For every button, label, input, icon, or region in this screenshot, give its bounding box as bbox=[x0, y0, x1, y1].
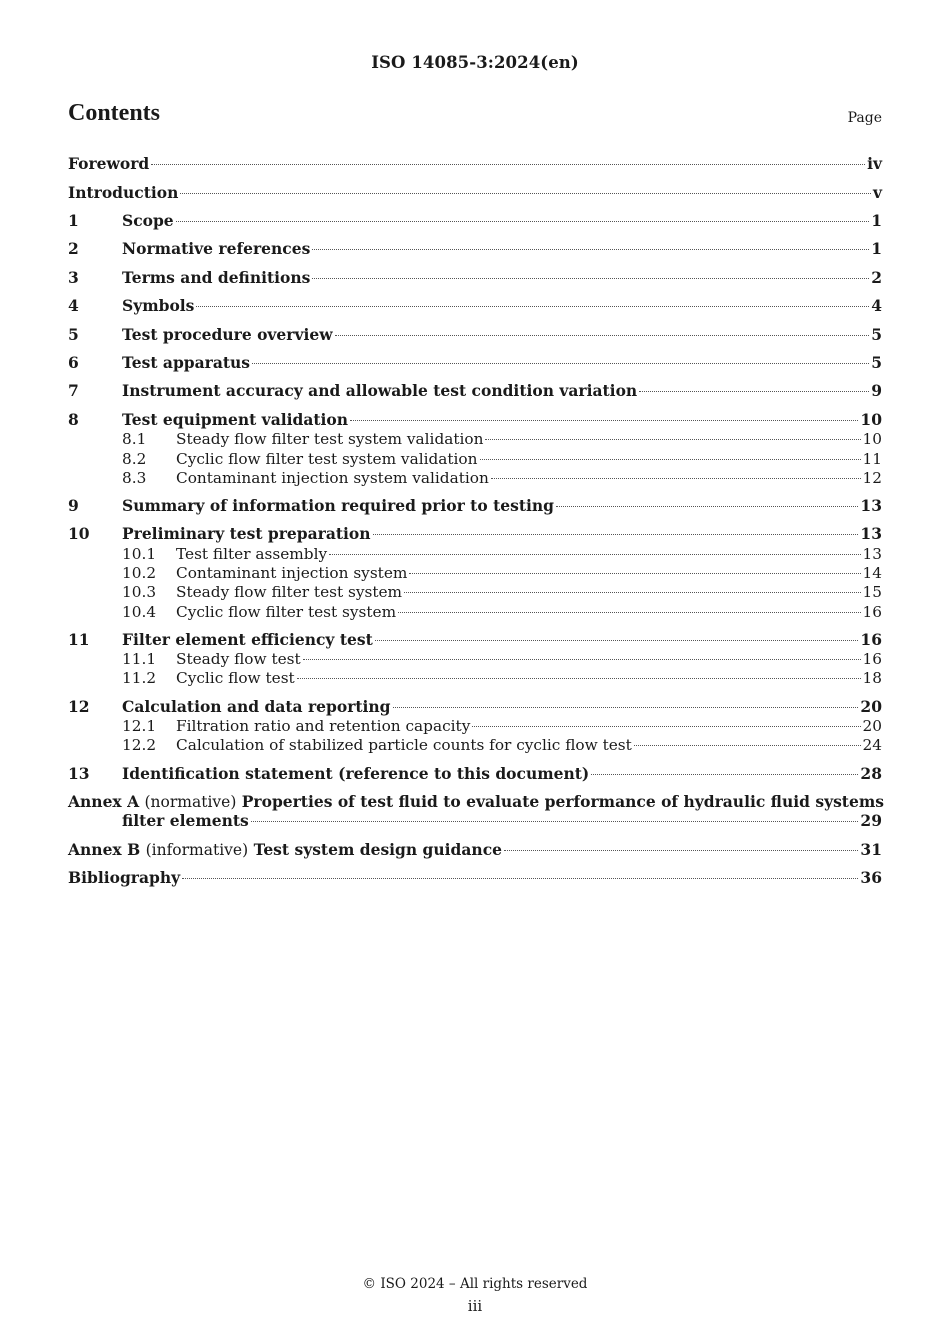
dot-leader bbox=[297, 678, 861, 679]
dot-leader bbox=[176, 221, 870, 222]
dot-leader bbox=[196, 306, 869, 307]
dot-leader bbox=[393, 707, 859, 708]
toc-entry-subclause-10-1[interactable] bbox=[68, 544, 882, 564]
toc-entry-title: Foreword bbox=[68, 154, 150, 173]
toc-entry-annex-b[interactable] bbox=[68, 840, 882, 860]
annex-label: Annex B bbox=[68, 840, 141, 859]
toc-entry-title: Test system design guidance bbox=[253, 840, 503, 859]
dot-leader bbox=[485, 439, 860, 440]
dot-leader bbox=[350, 420, 858, 421]
dot-leader bbox=[375, 640, 859, 641]
toc-entry-number: 13 bbox=[68, 764, 90, 783]
dot-leader bbox=[335, 335, 870, 336]
toc-entry-page: 16 bbox=[862, 650, 882, 668]
toc-entry-page: 20 bbox=[860, 697, 882, 716]
dot-leader bbox=[180, 193, 871, 194]
toc-entry-page: 9 bbox=[871, 381, 882, 400]
toc-entry-introduction[interactable] bbox=[68, 183, 882, 203]
toc-entry-number: 10.2 bbox=[122, 564, 157, 582]
toc-entry-page: 14 bbox=[862, 564, 882, 582]
toc-entry-page: 13 bbox=[860, 496, 882, 515]
annex-type: (normative) bbox=[144, 793, 237, 811]
toc-entry-page: 13 bbox=[860, 524, 882, 543]
toc-entry-clause-1[interactable] bbox=[68, 211, 882, 231]
toc-entry-clause-10[interactable] bbox=[68, 524, 882, 544]
toc-entry-page: 36 bbox=[860, 868, 882, 887]
toc-entry-number: 8.2 bbox=[122, 450, 147, 468]
toc-entry-page: 13 bbox=[862, 545, 882, 563]
toc-entry-clause-3[interactable] bbox=[68, 268, 882, 288]
toc-entry-title-group bbox=[68, 840, 502, 860]
toc-entry-subclause-8-1[interactable] bbox=[68, 429, 882, 449]
toc-entry-clause-2[interactable] bbox=[68, 239, 882, 259]
dot-leader bbox=[472, 726, 860, 727]
toc-entry-number: 10.1 bbox=[122, 545, 157, 563]
toc-entry-title: Steady flow test bbox=[176, 650, 301, 668]
dot-leader bbox=[480, 459, 861, 460]
copyright-footer: © ISO 2024 – All rights reserved bbox=[362, 1276, 588, 1292]
toc-entry-subclause-10-4[interactable] bbox=[68, 602, 882, 622]
toc-entry-page: 24 bbox=[862, 736, 882, 754]
toc-entry-clause-6[interactable] bbox=[68, 353, 882, 373]
toc-entry-annex-a[interactable] bbox=[68, 792, 884, 812]
toc-entry-page: 12 bbox=[862, 469, 882, 487]
toc-entry-title: Calculation of stabilized particle counts for cyclic flow test bbox=[176, 736, 632, 754]
dot-leader bbox=[556, 506, 858, 507]
toc-entry-title: Bibliography bbox=[68, 868, 181, 887]
toc-entry-title: Contaminant injection system bbox=[176, 564, 408, 582]
toc-entry-title: Calculation and data reporting bbox=[122, 697, 391, 716]
toc-entry-page: 5 bbox=[871, 353, 882, 372]
toc-entry-title: Test filter assembly bbox=[176, 545, 328, 563]
dot-leader bbox=[639, 391, 869, 392]
toc-entry-number: 5 bbox=[68, 325, 79, 344]
toc-entry-title: Scope bbox=[122, 211, 174, 230]
dot-leader bbox=[151, 164, 865, 165]
document-id-header: ISO 14085-3:2024(en) bbox=[371, 53, 579, 72]
toc-entry-number: 1 bbox=[68, 211, 79, 230]
toc-entry-page: 5 bbox=[871, 325, 882, 344]
toc-entry-page: 16 bbox=[862, 603, 882, 621]
toc-entry-subclause-10-2[interactable] bbox=[68, 563, 882, 583]
toc-entry-number: 12 bbox=[68, 697, 90, 716]
toc-entry-clause-12[interactable] bbox=[68, 697, 882, 717]
toc-entry-page: 28 bbox=[860, 764, 882, 783]
toc-entry-page: 2 bbox=[871, 268, 882, 287]
toc-entry-number: 3 bbox=[68, 268, 79, 287]
toc-entry-annex-a-continuation[interactable] bbox=[68, 811, 882, 831]
toc-entry-title: Steady flow filter test system bbox=[176, 583, 403, 601]
contents-heading: Contents bbox=[68, 100, 161, 126]
dot-leader bbox=[634, 745, 861, 746]
toc-entry-page: 29 bbox=[860, 811, 882, 830]
toc-entry-title: Normative references bbox=[122, 239, 311, 258]
annex-type: (informative) bbox=[145, 841, 249, 859]
dot-leader bbox=[398, 612, 860, 613]
dot-leader bbox=[504, 850, 858, 851]
dot-leader bbox=[182, 878, 858, 879]
toc-entry-page: 15 bbox=[862, 583, 882, 601]
toc-entry-title: Summary of information required prior to testing bbox=[122, 496, 554, 515]
dot-leader bbox=[591, 774, 858, 775]
toc-entry-number: 11.1 bbox=[122, 650, 157, 668]
dot-leader bbox=[251, 821, 859, 822]
toc-entry-page: 10 bbox=[862, 430, 882, 448]
toc-entry-subclause-12-1[interactable] bbox=[68, 716, 882, 736]
toc-entry-subclause-12-2[interactable] bbox=[68, 735, 882, 755]
toc-entry-title: Test equipment validation bbox=[122, 410, 349, 429]
toc-entry-title: Symbols bbox=[122, 296, 195, 315]
toc-entry-title: Filter element efficiency test bbox=[122, 630, 373, 649]
dot-leader bbox=[491, 478, 861, 479]
toc-entry-title: Test procedure overview bbox=[122, 325, 333, 344]
toc-entry-number: 7 bbox=[68, 381, 79, 400]
toc-entry-page: 20 bbox=[862, 717, 882, 735]
toc-entry-title: Preliminary test preparation bbox=[122, 524, 371, 543]
toc-entry-title: Cyclic flow test bbox=[176, 669, 295, 687]
toc-entry-subclause-11-2[interactable] bbox=[68, 668, 882, 688]
annex-label: Annex A bbox=[68, 792, 140, 811]
toc-entry-number: 12.1 bbox=[122, 717, 157, 735]
dot-leader bbox=[303, 659, 861, 660]
toc-entry-title: Contaminant injection system validation bbox=[176, 469, 489, 487]
toc-entry-clause-7[interactable] bbox=[68, 381, 882, 401]
toc-entry-number: 9 bbox=[68, 496, 79, 515]
toc-entry-clause-9[interactable] bbox=[68, 496, 882, 516]
toc-entry-number: 4 bbox=[68, 296, 79, 315]
dot-leader bbox=[409, 573, 860, 574]
toc-entry-page: 31 bbox=[860, 840, 882, 859]
toc-entry-clause-11[interactable] bbox=[68, 630, 882, 650]
dot-leader bbox=[252, 363, 869, 364]
toc-entry-title: Instrument accuracy and allowable test condition variation bbox=[122, 381, 638, 400]
toc-entry-subclause-8-2[interactable] bbox=[68, 449, 882, 469]
page-column-label: Page bbox=[847, 110, 882, 126]
toc-entry-title: filter elements bbox=[122, 811, 249, 830]
toc-entry-number: 10.3 bbox=[122, 583, 157, 601]
toc-entry-subclause-10-3[interactable] bbox=[68, 582, 882, 602]
toc-entry-bibliography[interactable] bbox=[68, 868, 882, 888]
toc-entry-page: v bbox=[872, 183, 882, 202]
toc-entry-subclause-11-1[interactable] bbox=[68, 649, 882, 669]
dot-leader bbox=[312, 249, 869, 250]
toc-entry-title: Introduction bbox=[68, 183, 179, 202]
toc-entry-foreword[interactable] bbox=[68, 154, 882, 174]
toc-entry-title: Properties of test fluid to evaluate performance of hydraulic fluid systems bbox=[241, 792, 884, 811]
toc-entry-title: Filtration ratio and retention capacity bbox=[176, 717, 471, 735]
toc-entry-number: 6 bbox=[68, 353, 79, 372]
dot-leader bbox=[329, 554, 860, 555]
page-number: iii bbox=[467, 1297, 483, 1315]
toc-entry-page: 10 bbox=[860, 410, 882, 429]
toc-entry-clause-8[interactable] bbox=[68, 410, 882, 430]
dot-leader bbox=[312, 278, 869, 279]
toc-entry-title: Cyclic flow filter test system bbox=[176, 603, 397, 621]
toc-entry-clause-4[interactable] bbox=[68, 296, 882, 316]
toc-entry-clause-13[interactable] bbox=[68, 764, 882, 784]
toc-entry-number: 10 bbox=[68, 524, 90, 543]
toc-entry-page: 1 bbox=[871, 239, 882, 258]
toc-entry-title: Steady flow filter test system validation bbox=[176, 430, 484, 448]
toc-entry-page: 4 bbox=[871, 296, 882, 315]
dot-leader bbox=[404, 592, 860, 593]
toc-entry-title: Cyclic flow filter test system validation bbox=[176, 450, 478, 468]
toc-entry-number: 8.3 bbox=[122, 469, 147, 487]
toc-entry-number: 8.1 bbox=[122, 430, 147, 448]
dot-leader bbox=[373, 534, 859, 535]
toc-entry-title: Identification statement (reference to this document) bbox=[122, 764, 590, 783]
toc-entry-title: Test apparatus bbox=[122, 353, 251, 372]
toc-entry-number: 2 bbox=[68, 239, 79, 258]
toc-entry-number: 8 bbox=[68, 410, 79, 429]
toc-entry-page: 18 bbox=[862, 669, 882, 687]
toc-entry-subclause-8-3[interactable] bbox=[68, 468, 882, 488]
toc-entry-number: 11 bbox=[68, 630, 90, 649]
toc-entry-title: Terms and definitions bbox=[122, 268, 311, 287]
toc-entry-page: 1 bbox=[871, 211, 882, 230]
toc-entry-number: 12.2 bbox=[122, 736, 157, 754]
toc-entry-page: 16 bbox=[860, 630, 882, 649]
toc-entry-page: iv bbox=[867, 154, 882, 173]
toc-entry-clause-5[interactable] bbox=[68, 325, 882, 345]
toc-entry-page: 11 bbox=[862, 450, 882, 468]
toc-entry-number: 10.4 bbox=[122, 603, 157, 621]
toc-entry-number: 11.2 bbox=[122, 669, 157, 687]
